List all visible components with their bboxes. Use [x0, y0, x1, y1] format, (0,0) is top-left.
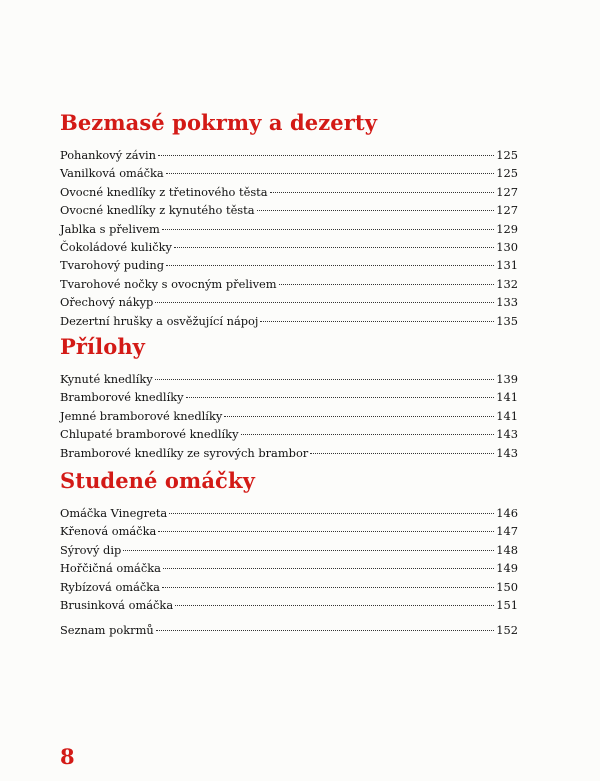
dot-leader	[224, 416, 494, 417]
entry-page: 135	[496, 313, 518, 328]
entry-page: 125	[496, 148, 518, 162]
toc-entry	[60, 293, 518, 311]
toc-entry	[60, 201, 518, 219]
toc-entry	[60, 146, 518, 164]
entry-title: Seznam pokrmů	[60, 623, 154, 637]
dot-leader	[241, 434, 495, 435]
entry-title: Dezertní hrušky a osvěžující nápoj	[60, 313, 259, 328]
entry-page: 151	[496, 597, 518, 612]
entry-page: 148	[496, 542, 518, 557]
dot-leader	[279, 284, 495, 285]
toc-entry	[60, 312, 518, 330]
entry-title: Ovocné knedlíky z třetinového těsta	[60, 184, 268, 199]
toc-entry	[60, 370, 518, 388]
entry-page: 127	[496, 184, 518, 199]
entry-title: Sýrový dip	[60, 542, 122, 557]
entry-list	[60, 504, 518, 614]
entry-page: 147	[496, 524, 518, 539]
entry-title: Kynuté knedlíky	[60, 372, 153, 386]
entry-page: 141	[496, 408, 518, 423]
entry-page: 152	[496, 623, 518, 637]
section-index	[60, 621, 518, 639]
entry-page: 125	[496, 166, 518, 181]
entry-page: 130	[496, 239, 518, 254]
entry-title: Pohankový závin	[60, 148, 156, 162]
dot-leader	[156, 630, 495, 631]
toc-entry-index	[60, 621, 518, 639]
entry-title: Omáčka Vinegreta	[60, 506, 168, 520]
entry-title: Čokoládové kuličky	[60, 239, 172, 254]
page-number: 8	[60, 744, 75, 769]
toc-entry	[60, 275, 518, 293]
dot-leader	[123, 550, 494, 551]
dot-leader	[186, 397, 495, 398]
dot-leader	[310, 453, 494, 454]
entry-title: Chlupaté bramborové knedlíky	[60, 427, 239, 442]
entry-page: 132	[496, 276, 518, 291]
entry-page: 143	[496, 445, 518, 460]
entry-title: Rybízová omáčka	[60, 579, 160, 594]
section-heading: Bezmasé pokrmy a dezerty	[60, 110, 378, 135]
dot-leader	[175, 605, 494, 606]
entry-title: Křenová omáčka	[60, 524, 157, 539]
section-side-dishes	[60, 334, 518, 462]
entry-page: 133	[496, 295, 518, 310]
toc-entry	[60, 164, 518, 182]
section-heading: Přílohy	[60, 334, 145, 359]
dot-leader	[155, 302, 494, 303]
toc-entry	[60, 578, 518, 596]
dot-leader	[166, 265, 494, 266]
toc-entry	[60, 522, 518, 540]
dot-leader	[270, 192, 495, 193]
dot-leader	[260, 321, 494, 322]
entry-page: 149	[496, 561, 518, 576]
toc-entry	[60, 388, 518, 406]
dot-leader	[155, 379, 495, 380]
entry-title: Brusinková omáčka	[60, 597, 174, 612]
dot-leader	[158, 155, 494, 156]
entry-title: Tvarohové nočky s ovocným přelivem	[60, 276, 277, 291]
toc-entry	[60, 425, 518, 443]
entry-list	[60, 146, 518, 330]
section-cold-sauces	[60, 468, 518, 614]
entry-title: Tvarohový puding	[60, 258, 165, 273]
entry-page: 150	[496, 579, 518, 594]
toc-entry	[60, 444, 518, 462]
toc-entry	[60, 596, 518, 614]
entry-page: 146	[496, 506, 518, 520]
section-heading: Studené omáčky	[60, 468, 255, 493]
entry-title: Hořčičná omáčka	[60, 561, 161, 576]
toc-entry	[60, 559, 518, 577]
toc-entry	[60, 256, 518, 274]
dot-leader	[169, 513, 494, 514]
entry-title: Bramborové knedlíky ze syrových brambor	[60, 445, 309, 460]
dot-leader	[158, 531, 494, 532]
entry-title: Jablka s přelivem	[60, 221, 160, 236]
toc-entry	[60, 183, 518, 201]
entry-title: Jemné bramborové knedlíky	[60, 408, 223, 423]
entry-page: 139	[496, 372, 518, 386]
section-desserts	[60, 110, 518, 330]
entry-title: Bramborové knedlíky	[60, 390, 184, 405]
toc-entry	[60, 220, 518, 238]
entry-title: Vanilková omáčka	[60, 166, 164, 181]
toc-entry	[60, 407, 518, 425]
entry-page: 131	[496, 258, 518, 273]
dot-leader	[166, 173, 495, 174]
entry-page: 129	[496, 221, 518, 236]
dot-leader	[257, 210, 495, 211]
entry-list	[60, 370, 518, 462]
entry-page: 141	[496, 390, 518, 405]
entry-title: Ovocné knedlíky z kynutého těsta	[60, 203, 255, 218]
toc-entry	[60, 238, 518, 256]
toc-entry	[60, 541, 518, 559]
dot-leader	[174, 247, 494, 248]
entry-page: 127	[496, 203, 518, 218]
dot-leader	[162, 229, 494, 230]
dot-leader	[162, 587, 494, 588]
entry-title: Ořechový nákyp	[60, 295, 154, 310]
entry-page: 143	[496, 427, 518, 442]
toc-entry	[60, 504, 518, 522]
dot-leader	[163, 568, 494, 569]
